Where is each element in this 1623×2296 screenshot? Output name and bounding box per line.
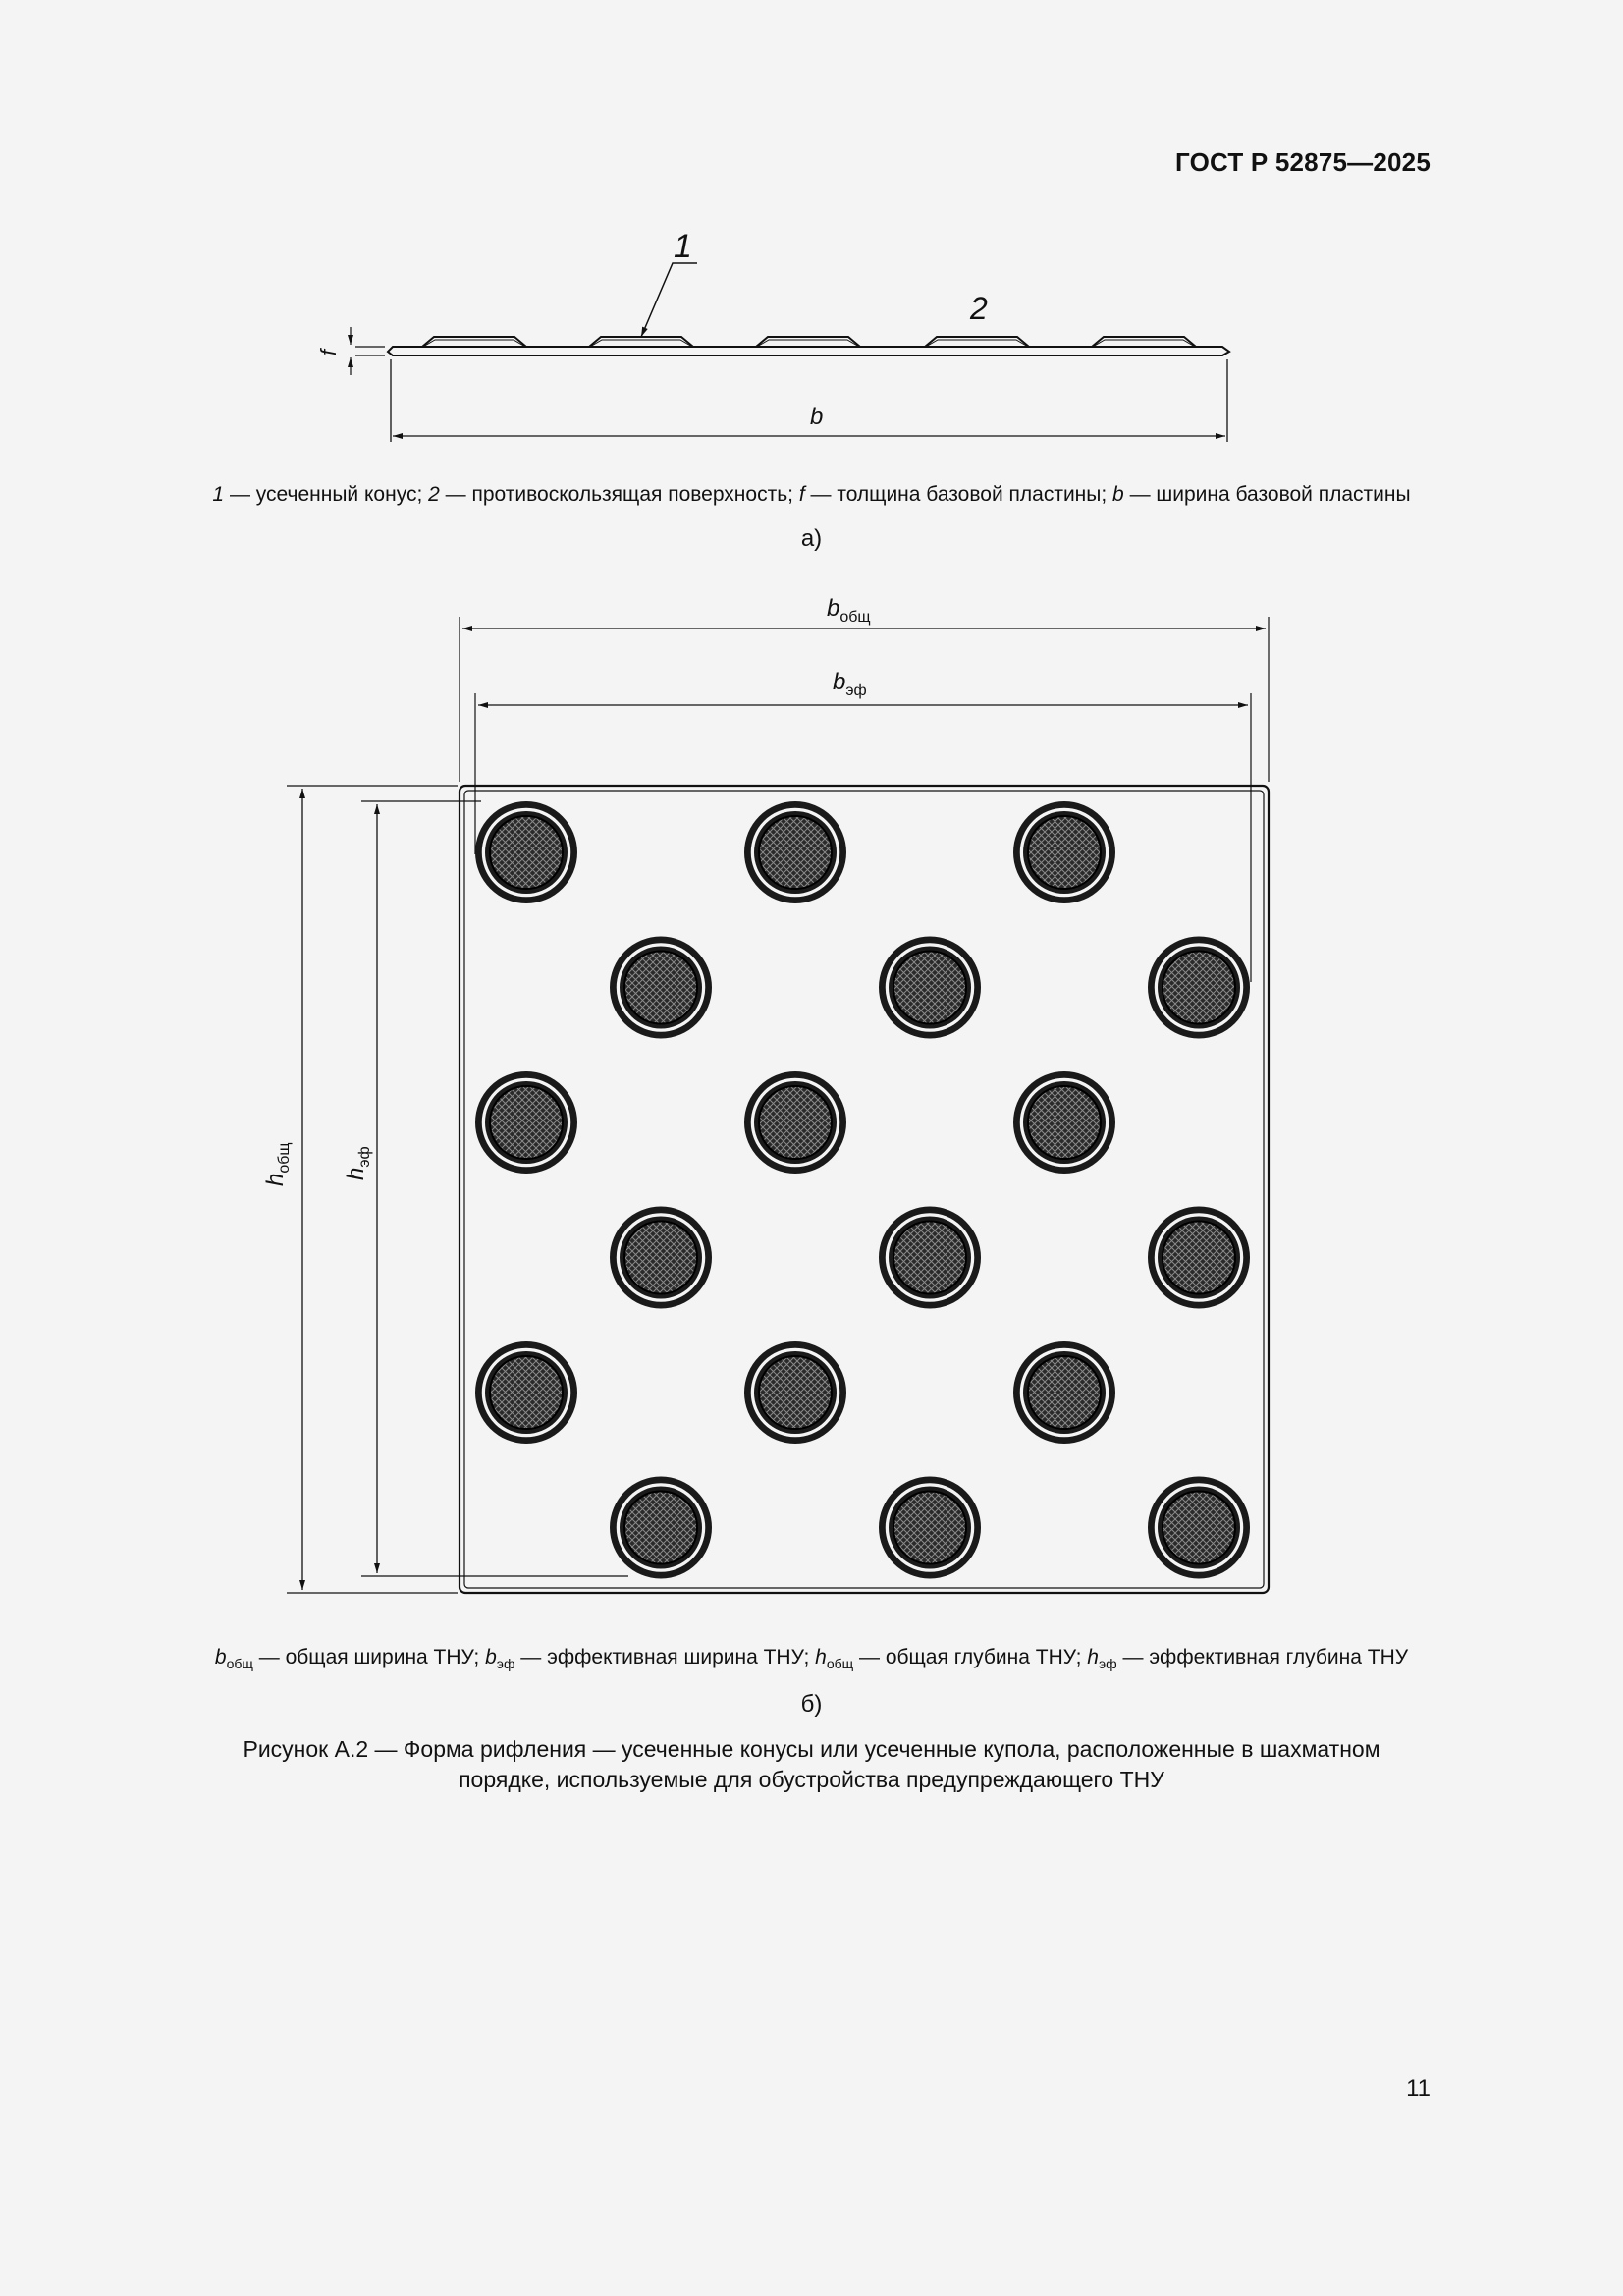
truncated-dome (610, 1477, 712, 1579)
truncated-cone (1092, 337, 1196, 347)
dim-label-b-total: $b_{общ}$ (827, 595, 871, 626)
truncated-cone (756, 337, 860, 347)
truncated-dome (1013, 1341, 1115, 1444)
figure-b-label: б) (800, 1691, 823, 1718)
truncated-cone (589, 337, 693, 347)
truncated-dome (879, 1207, 981, 1309)
profile-view (351, 263, 1229, 442)
truncated-dome (1148, 1207, 1250, 1309)
figure-caption (0, 1734, 1623, 1795)
truncated-dome (475, 1341, 577, 1444)
page-number: 11 (1406, 2075, 1431, 2102)
truncated-cone (422, 337, 526, 347)
tile-outline (460, 786, 1269, 1593)
figure-caption-line-2: порядке, используемые для обустройства предупреждающего ТНУ (459, 1767, 1164, 1792)
truncated-dome (475, 801, 577, 903)
dim-label-b-eff: $b_{эф}$ (833, 669, 867, 699)
callout-1: 1 (674, 228, 692, 265)
truncated-dome (744, 801, 846, 903)
truncated-dome (610, 1207, 712, 1309)
callout-2: 2 (970, 291, 988, 326)
figure-a-label: а) (800, 525, 823, 552)
base-plate (388, 347, 1229, 355)
dim-label-h-total: $h_{общ}$ (262, 1142, 293, 1186)
truncated-dome (879, 937, 981, 1039)
standard-code-header: ГОСТ Р 52875—2025 (1175, 147, 1431, 177)
truncated-dome (744, 1341, 846, 1444)
dim-label-b: b (810, 404, 824, 430)
truncated-dome (1013, 801, 1115, 903)
truncated-dome (1013, 1071, 1115, 1174)
truncated-cone (925, 337, 1029, 347)
truncated-dome (610, 937, 712, 1039)
figure-caption-line-1: Рисунок А.2 — Форма рифления — усеченные конусы или усеченные купола, расположенные в шахматном (243, 1736, 1380, 1762)
dim-label-h-eff: $h_{эф}$ (343, 1146, 373, 1180)
dim-label-f: f (316, 349, 341, 355)
dome-grid (475, 801, 1250, 1579)
truncated-dome (879, 1477, 981, 1579)
legend-figure-a: 1 — усеченный конус; 2 — противоскользящая поверхность; f — толщина базовой пластины; b — ширина базовой пластины (212, 483, 1411, 506)
truncated-dome (475, 1071, 577, 1174)
legend-figure-b: $b_{общ}$ — общая ширина ТНУ; $b_{эф}$ — эффективная ширина ТНУ; $h_{общ}$ — общая глубина ТНУ; $h_{эф}$ — эффективная глубина ТНУ (214, 1646, 1409, 1671)
truncated-dome (744, 1071, 846, 1174)
truncated-dome (1148, 1477, 1250, 1579)
truncated-dome (1148, 937, 1250, 1039)
